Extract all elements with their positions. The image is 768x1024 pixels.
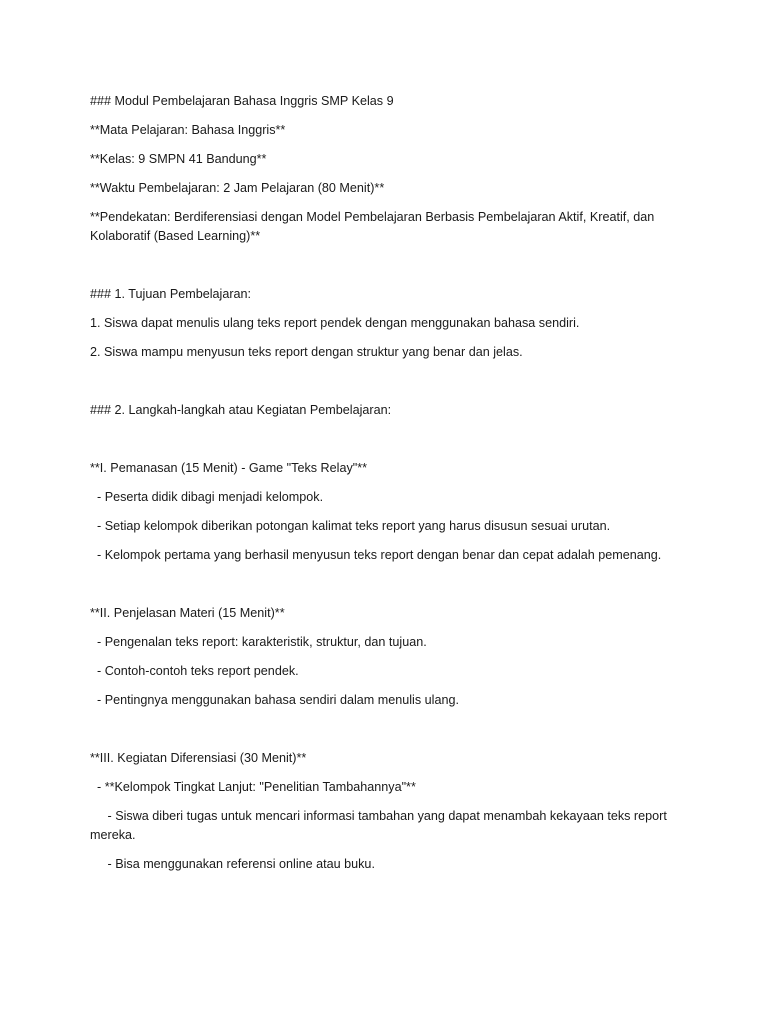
section2-heading: ### 2. Langkah-langkah atau Kegiatan Pembelajaran: bbox=[90, 403, 392, 417]
differentiation-heading: **III. Kegiatan Diferensiasi (30 Menit)** bbox=[90, 751, 307, 765]
advanced-group-line: - **Kelompok Tingkat Lanjut: "Penelitian Tambahannya"** bbox=[90, 780, 416, 794]
differentiation-item: - Bisa menggunakan referensi online atau buku. bbox=[90, 857, 375, 871]
subject-line: **Mata Pelajaran: Bahasa Inggris** bbox=[90, 123, 286, 137]
spacer bbox=[90, 372, 680, 401]
objective-item: 2. Siswa mampu menyusun teks report dengan struktur yang benar dan jelas. bbox=[90, 345, 523, 359]
spacer bbox=[90, 575, 680, 604]
document-title: ### Modul Pembelajaran Bahasa Inggris SMP Kelas 9 bbox=[90, 94, 394, 108]
spacer bbox=[90, 720, 680, 749]
objective-item: 1. Siswa dapat menulis ulang teks report pendek dengan menggunakan bahasa sendiri. bbox=[90, 316, 580, 330]
explanation-item: - Pentingnya menggunakan bahasa sendiri dalam menulis ulang. bbox=[90, 693, 459, 707]
explanation-item: - Pengenalan teks report: karakteristik, struktur, dan tujuan. bbox=[90, 635, 427, 649]
section1-heading: ### 1. Tujuan Pembelajaran: bbox=[90, 287, 252, 301]
warmup-item: - Peserta didik dibagi menjadi kelompok. bbox=[90, 490, 324, 504]
warmup-heading: **I. Pemanasan (15 Menit) - Game "Teks Relay"** bbox=[90, 461, 368, 475]
spacer bbox=[90, 430, 680, 459]
document-page bbox=[90, 92, 680, 884]
spacer bbox=[90, 256, 680, 285]
warmup-item: - Kelompok pertama yang berhasil menyusun teks report dengan benar dan cepat adalah pemenang. bbox=[90, 548, 662, 562]
time-line: **Waktu Pembelajaran: 2 Jam Pelajaran (80 Menit)** bbox=[90, 181, 385, 195]
differentiation-item: - Siswa diberi tugas untuk mencari informasi tambahan yang dapat menambah kekayaan teks report mereka. bbox=[90, 809, 671, 842]
class-line: **Kelas: 9 SMPN 41 Bandung** bbox=[90, 152, 267, 166]
warmup-item: - Setiap kelompok diberikan potongan kalimat teks report yang harus disusun sesuai urutan. bbox=[90, 519, 611, 533]
approach-line: **Pendekatan: Berdiferensiasi dengan Model Pembelajaran Berbasis Pembelajaran Aktif, Kreatif, dan Kolaboratif (Based Learning)** bbox=[90, 210, 655, 243]
explanation-heading: **II. Penjelasan Materi (15 Menit)** bbox=[90, 606, 285, 620]
explanation-item: - Contoh-contoh teks report pendek. bbox=[90, 664, 299, 678]
